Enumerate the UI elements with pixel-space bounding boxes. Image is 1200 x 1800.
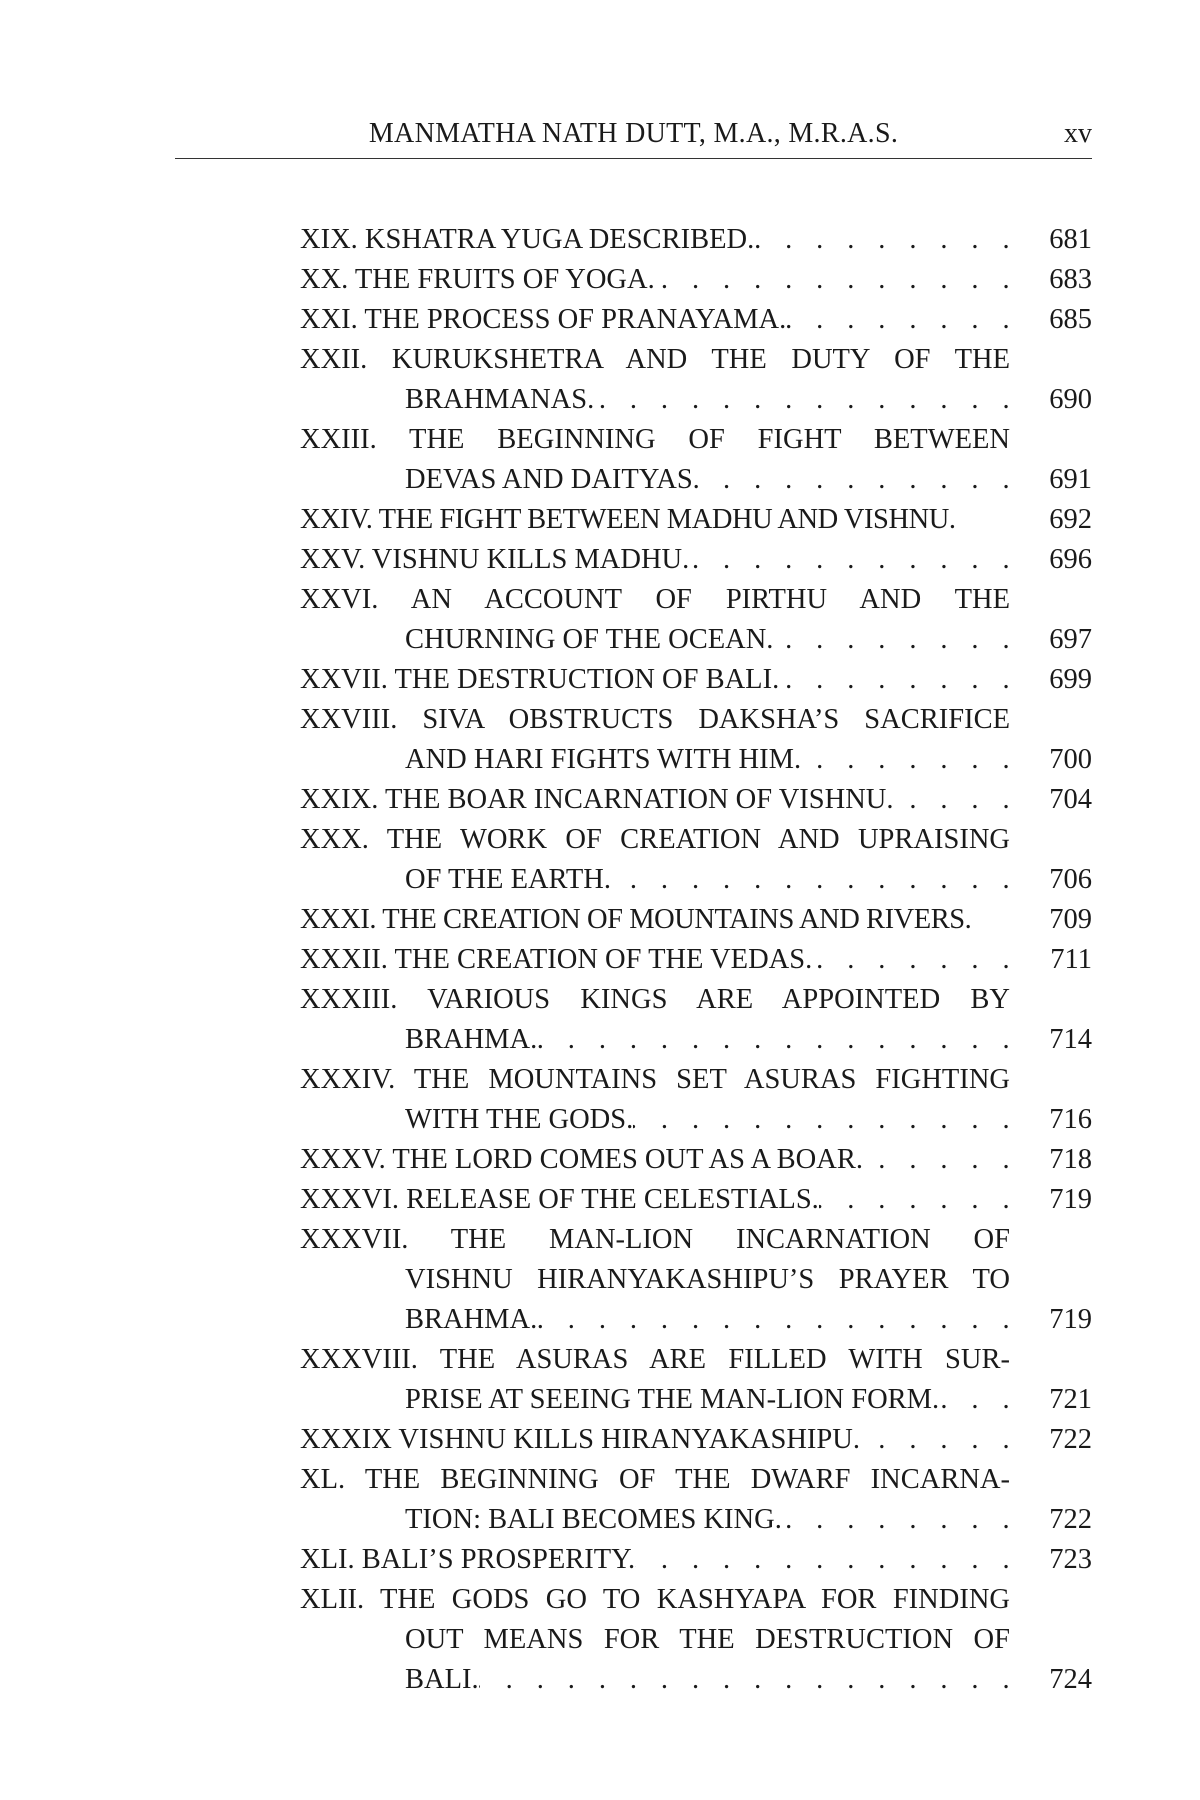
dot-leader <box>782 1500 1040 1540</box>
toc-entry-title: CHURNING OF THE OCEAN. <box>405 624 774 655</box>
toc-entry-title: OF THE EARTH. <box>405 864 611 895</box>
toc-entry-title: XL. THE BEGINNING OF THE DWARF INCARNA- <box>300 1464 1010 1495</box>
toc-page-number: 722 <box>1049 1424 1092 1455</box>
toc-entry-line <box>300 980 1092 1020</box>
toc-entry-line <box>300 620 1092 660</box>
toc-entry-line <box>300 260 1092 300</box>
toc-entry-line <box>300 1460 1092 1500</box>
toc-entry-title: BRAHMA. <box>405 1024 538 1055</box>
toc-page-number: 697 <box>1049 624 1092 655</box>
toc-entry <box>300 660 1092 700</box>
toc-page-number: 724 <box>1049 1664 1092 1695</box>
toc-page-number: 723 <box>1049 1544 1092 1575</box>
dot-leader <box>786 300 1040 340</box>
toc-entry-line <box>300 700 1092 740</box>
toc-entry <box>300 940 1092 980</box>
toc-entry-title: XXXVI. RELEASE OF THE CELESTIALS. <box>300 1184 819 1215</box>
dot-leader <box>700 460 1040 500</box>
toc-page-number: 719 <box>1049 1304 1092 1335</box>
toc-page-number: 706 <box>1049 864 1092 895</box>
dot-leader <box>863 1140 1040 1180</box>
toc-entry-line <box>300 740 1092 780</box>
toc-entry-line <box>300 1420 1092 1460</box>
toc-entry-title: BRAHMANAS. <box>405 384 595 415</box>
toc-entry-line <box>300 420 1092 460</box>
toc-page-number: 714 <box>1049 1024 1092 1055</box>
toc-entry-line <box>300 1140 1092 1180</box>
toc-entry-title: DEVAS AND DAITYAS. <box>405 464 700 495</box>
toc-entry-line <box>300 860 1092 900</box>
toc-entry-line <box>300 820 1092 860</box>
dot-leader <box>894 780 1040 820</box>
toc-page-number: 699 <box>1049 664 1092 695</box>
toc-page-number: 704 <box>1049 784 1092 815</box>
toc-entry-line <box>300 1660 1092 1700</box>
toc-entry-title: OUT MEANS FOR THE DESTRUCTION OF <box>405 1624 1010 1655</box>
toc-entry-line <box>300 1620 1092 1660</box>
toc-entry <box>300 580 1092 660</box>
table-of-contents <box>300 220 1092 1700</box>
toc-page-number: 716 <box>1049 1104 1092 1135</box>
running-head <box>175 118 1092 159</box>
toc-entry-title: XLII. THE GODS GO TO KASHYAPA FOR FINDING <box>300 1584 1010 1615</box>
toc-entry-title: XXX. THE WORK OF CREATION AND UPRAISING <box>300 824 1010 855</box>
toc-entry <box>300 1220 1092 1340</box>
toc-entry <box>300 1460 1092 1540</box>
toc-entry-line <box>300 940 1092 980</box>
page-folio: xv <box>1064 118 1092 149</box>
toc-entry-title: XXXV. THE LORD COMES OUT AS A BOAR. <box>300 1144 863 1175</box>
toc-page-number: 700 <box>1049 744 1092 775</box>
toc-entry <box>300 1180 1092 1220</box>
toc-page-number: 718 <box>1049 1144 1092 1175</box>
dot-leader <box>860 1420 1040 1460</box>
toc-entry-line <box>300 780 1092 820</box>
toc-page-number: 696 <box>1049 544 1092 575</box>
toc-entry-line <box>300 300 1092 340</box>
toc-entry-line <box>300 1060 1092 1100</box>
toc-entry-line <box>300 900 1092 940</box>
toc-entry-title: XXIX. THE BOAR INCARNATION OF VISHNU. <box>300 784 894 815</box>
dot-leader <box>939 1380 1040 1420</box>
toc-entry <box>300 980 1092 1060</box>
dot-leader <box>479 1660 1040 1700</box>
toc-entry-line <box>300 500 1092 540</box>
toc-entry <box>300 220 1092 260</box>
toc-page-number: 722 <box>1049 1504 1092 1535</box>
dot-leader <box>819 1180 1040 1220</box>
toc-entry-title: XXI. THE PROCESS OF PRANAYAMA. <box>300 304 787 335</box>
toc-entry-title: XX. THE FRUITS OF YOGA. <box>300 264 655 295</box>
toc-entry-title: VISHNU HIRANYAKASHIPU’S PRAYER TO <box>405 1264 1010 1295</box>
toc-entry <box>300 1340 1092 1420</box>
toc-entry-line <box>300 1180 1092 1220</box>
toc-entry-line <box>300 1020 1092 1060</box>
dot-leader <box>655 260 1040 300</box>
toc-entry-title: XXVII. THE DESTRUCTION OF BALI. <box>300 664 780 695</box>
toc-entry <box>300 780 1092 820</box>
toc-entry-line <box>300 1500 1092 1540</box>
toc-entry-title: XXXVIII. THE ASURAS ARE FILLED WITH SUR- <box>300 1344 1010 1375</box>
dot-leader <box>689 540 1040 580</box>
toc-page-number: 711 <box>1050 944 1092 975</box>
dot-leader <box>801 740 1040 780</box>
dot-leader <box>754 220 1040 260</box>
dot-leader <box>812 940 1040 980</box>
toc-entry <box>300 700 1092 780</box>
toc-entry-title: XXVI. AN ACCOUNT OF PIRTHU AND THE <box>300 584 1010 615</box>
toc-entry <box>300 1140 1092 1180</box>
toc-entry <box>300 420 1092 500</box>
toc-entry-line <box>300 1100 1092 1140</box>
toc-entry-title: PRISE AT SEEING THE MAN-LION FORM. <box>405 1384 940 1415</box>
toc-page-number: 691 <box>1049 464 1092 495</box>
toc-entry-line <box>300 380 1092 420</box>
toc-entry-title: XXXIV. THE MOUNTAINS SET ASURAS FIGHTING <box>300 1064 1010 1095</box>
dot-leader <box>611 860 1040 900</box>
dot-leader <box>635 1540 1040 1580</box>
toc-entry <box>300 540 1092 580</box>
toc-entry-line <box>300 220 1092 260</box>
toc-entry <box>300 900 1092 940</box>
toc-entry <box>300 340 1092 420</box>
toc-entry-title: XXII. KURUKSHETRA AND THE DUTY OF THE <box>300 344 1010 375</box>
toc-entry-title: XIX. KSHATRA YUGA DESCRIBED. <box>300 224 755 255</box>
toc-entry <box>300 1420 1092 1460</box>
toc-entry-line <box>300 1220 1092 1260</box>
toc-entry-title: WITH THE GODS. <box>405 1104 634 1135</box>
toc-entry-line <box>300 1260 1092 1300</box>
toc-entry-title: XXXIII. VARIOUS KINGS ARE APPOINTED BY <box>300 984 1010 1015</box>
toc-entry-title: BRAHMA. <box>405 1304 538 1335</box>
running-head-author: MANMATHA NATH DUTT, M.A., M.R.A.S. <box>368 118 899 149</box>
toc-entry <box>300 820 1092 900</box>
toc-entry-line <box>300 1380 1092 1420</box>
toc-entry-line <box>300 1340 1092 1380</box>
toc-page-number: 685 <box>1049 304 1092 335</box>
toc-entry <box>300 300 1092 340</box>
toc-entry <box>300 1540 1092 1580</box>
dot-leader <box>594 380 1040 420</box>
toc-page-number: 709 <box>1049 904 1092 935</box>
toc-entry <box>300 500 1092 540</box>
toc-page-number: 692 <box>1049 504 1092 535</box>
toc-entry-title: TION: BALI BECOMES KING. <box>405 1504 782 1535</box>
toc-entry-line <box>300 340 1092 380</box>
toc-entry-title: XXXIX VISHNU KILLS HIRANYAKASHIPU. <box>300 1424 860 1455</box>
dot-leader <box>779 660 1040 700</box>
toc-entry-title: XXXII. THE CREATION OF THE VEDAS. <box>300 944 813 975</box>
dot-leader <box>537 1300 1040 1340</box>
toc-entry-line <box>300 460 1092 500</box>
toc-entry-title: XXVIII. SIVA OBSTRUCTS DAKSHA’S SACRIFICE <box>300 704 1010 735</box>
toc-entry <box>300 260 1092 300</box>
toc-entry-line <box>300 540 1092 580</box>
dot-leader <box>633 1100 1040 1140</box>
toc-entry-line <box>300 1580 1092 1620</box>
toc-entry-title: XXIV. THE FIGHT BETWEEN MADHU AND VISHNU. <box>300 504 956 535</box>
toc-page-number: 719 <box>1049 1184 1092 1215</box>
toc-entry-line <box>300 580 1092 620</box>
toc-entry-title: XXIII. THE BEGINNING OF FIGHT BETWEEN <box>300 424 1010 455</box>
toc-entry-line <box>300 660 1092 700</box>
toc-page-number: 683 <box>1049 264 1092 295</box>
dot-leader <box>773 620 1040 660</box>
toc-entry-title: XLI. BALI’S PROSPERITY. <box>300 1544 636 1575</box>
toc-entry-line <box>300 1300 1092 1340</box>
toc-entry-title: XXXI. THE CREATION OF MOUNTAINS AND RIVERS. <box>300 904 972 935</box>
toc-entry-title: AND HARI FIGHTS WITH HIM. <box>405 744 802 775</box>
toc-entry-title: XXXVII. THE MAN-LION INCARNATION OF <box>300 1224 1010 1255</box>
dot-leader <box>537 1020 1040 1060</box>
toc-entry <box>300 1580 1092 1700</box>
toc-entry <box>300 1060 1092 1140</box>
toc-page-number: 721 <box>1049 1384 1092 1415</box>
toc-entry-title: BALI. <box>405 1664 479 1695</box>
toc-entry-line <box>300 1540 1092 1580</box>
toc-page-number: 681 <box>1049 224 1092 255</box>
toc-entry-title: XXV. VISHNU KILLS MADHU. <box>300 544 690 575</box>
toc-page-number: 690 <box>1049 384 1092 415</box>
